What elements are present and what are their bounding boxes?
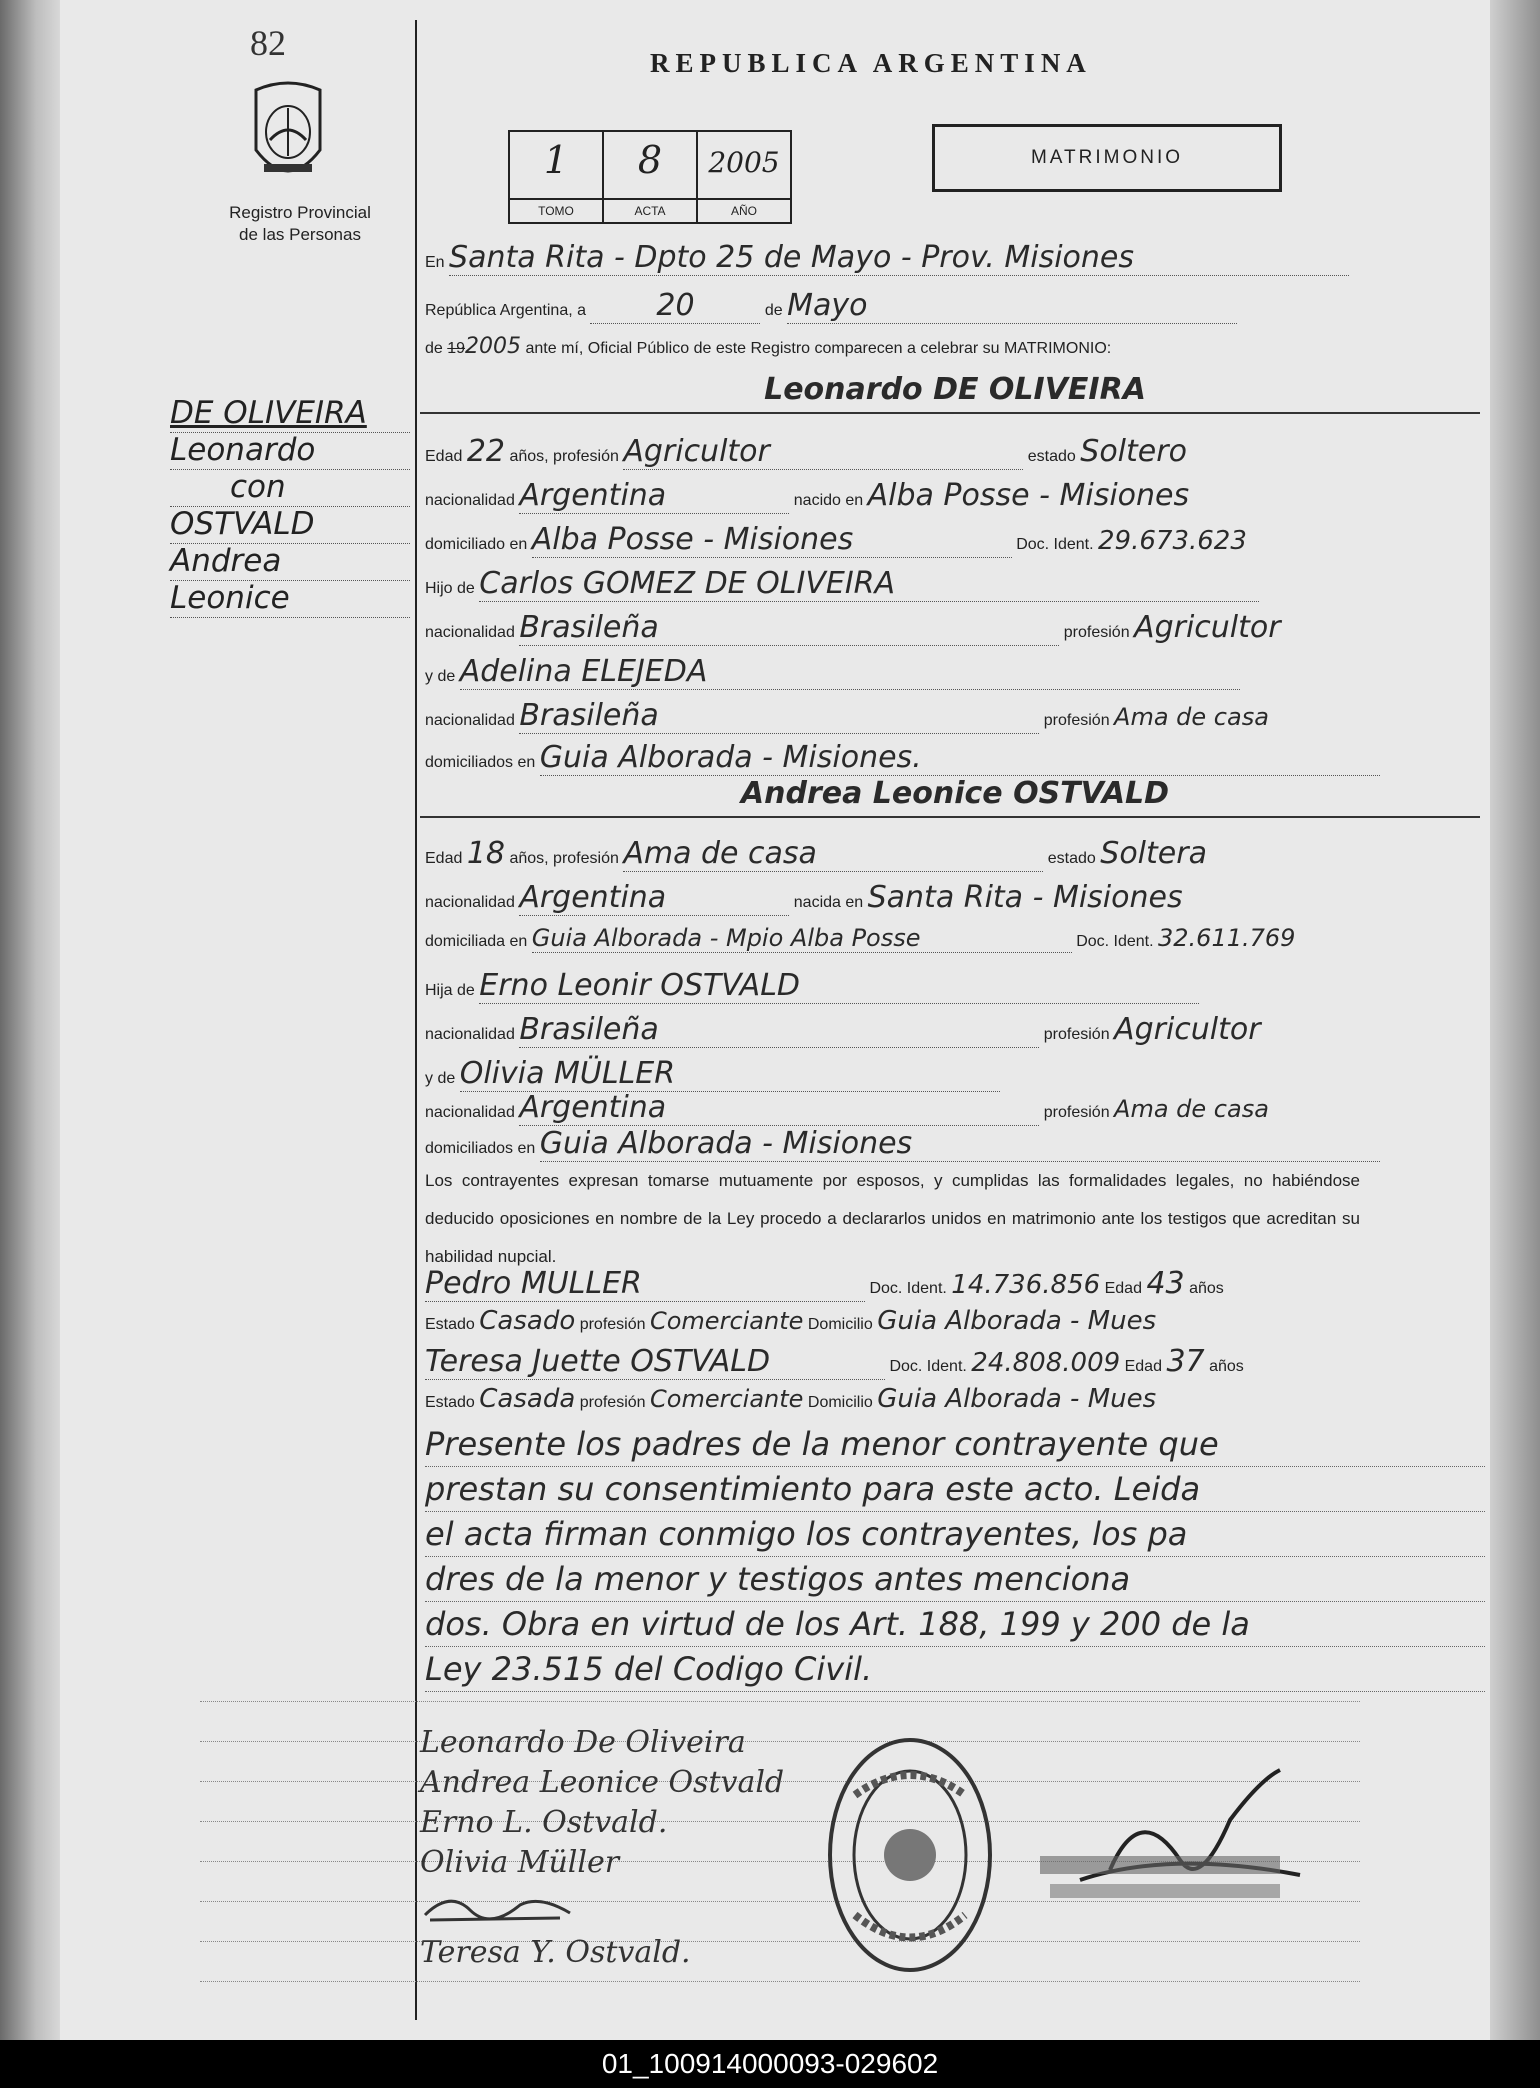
groom-father: Carlos GOMEZ DE OLIVEIRA xyxy=(479,566,1259,602)
bride-age: 18 xyxy=(466,836,506,871)
groom-father-profession: Agricultor xyxy=(1134,610,1281,645)
date-line xyxy=(425,288,1485,330)
folio-number: 82 xyxy=(250,23,286,63)
groom-status: Soltero xyxy=(1080,434,1187,469)
officer-signature-stamp-icon xyxy=(1020,1760,1320,1920)
groom-parents-dom-label: domiciliados en xyxy=(425,754,536,771)
bride-and-of-label: y de xyxy=(425,1070,456,1087)
witness-1-age-label: Edad xyxy=(1104,1280,1142,1297)
ruled-line xyxy=(200,1980,1360,1982)
year-label: AÑO xyxy=(698,198,790,222)
witness-2-line-2 xyxy=(425,1384,1485,1426)
groom-signature: Leonardo De Oliveira xyxy=(420,1725,746,1760)
groom-father-prof-label: profesión xyxy=(1063,624,1130,641)
witness-1-name: Pedro MULLER xyxy=(425,1266,865,1302)
witness-1-status: Casado xyxy=(479,1306,576,1336)
groom-nationality: Argentina xyxy=(519,478,789,514)
declaration-text: Los contrayentes expresan tomarse mutuamente por esposos, y cumplidas las formalidades legales, no habiéndose deducido oposiciones en nombre de la Ley procedo a declararlos unidos en matrimonio ante los testigos que acreditan su habilidad nupcial. xyxy=(425,1171,1360,1266)
witness-2-line-1 xyxy=(425,1344,1485,1386)
bride-doc: 32.611.769 xyxy=(1158,924,1296,952)
groom-mother-prof-label: profesión xyxy=(1043,712,1110,729)
witness-1-age: 43 xyxy=(1146,1266,1185,1301)
margin-given-name: Leonardo xyxy=(170,433,410,470)
book-binding xyxy=(0,0,60,2040)
witness-1-years-label: años xyxy=(1189,1280,1224,1297)
registry-line-1: Registro Provincial xyxy=(229,203,371,222)
margin-note xyxy=(170,396,410,618)
bride-mother-nat-label: nacionalidad xyxy=(425,1104,515,1121)
witness-2-status-label: Estado xyxy=(425,1394,475,1411)
acta-value: 8 xyxy=(637,138,663,182)
margin-spouse-surname: OSTVALD xyxy=(170,507,410,544)
witness-2-doc-label: Doc. Ident. xyxy=(889,1358,967,1375)
groom-mother-line xyxy=(425,654,1485,696)
witness-1-line-2 xyxy=(425,1306,1485,1348)
groom-birthplace: Alba Posse - Misiones xyxy=(867,478,1190,513)
tomo-value: 1 xyxy=(543,138,569,182)
bride-domicile: Guia Alborada - Mpio Alba Posse xyxy=(532,924,1072,953)
groom-separator xyxy=(420,412,1480,414)
bride-profession: Ama de casa xyxy=(623,836,1043,872)
en-label: En xyxy=(425,254,445,271)
record-reference-box xyxy=(508,130,792,224)
groom-profession-label: años, profesión xyxy=(509,448,619,465)
witness-1-domicile: Guia Alborada - Mues xyxy=(877,1306,1157,1336)
bride-separator xyxy=(420,816,1480,818)
margin-divider xyxy=(415,20,417,2020)
groom-mother-nat-label: nacionalidad xyxy=(425,712,515,729)
groom-mother: Adelina ELEJEDA xyxy=(460,654,1240,690)
bride-father: Erno Leonir OSTVALD xyxy=(479,968,1199,1004)
bride-age-label: Edad xyxy=(425,850,463,867)
groom-domicile: Alba Posse - Misiones xyxy=(532,522,1012,558)
witness-2-signature: Teresa Y. Ostvald. xyxy=(420,1935,691,1970)
ruled-line xyxy=(200,1700,1360,1702)
place-line xyxy=(425,240,1485,282)
bride-doc-label: Doc. Ident. xyxy=(1076,933,1154,950)
bride-status-label: estado xyxy=(1047,850,1096,867)
margin-spouse-name: Andrea xyxy=(170,544,410,581)
bride-father-nat-label: nacionalidad xyxy=(425,1026,515,1043)
witness-1-doc: 14.736.856 xyxy=(951,1270,1101,1300)
witness-2-years-label: años xyxy=(1209,1358,1244,1375)
registry-seal-icon xyxy=(825,1735,995,1975)
witness-2-dom-label: Domicilio xyxy=(807,1394,873,1411)
bride-father-profession: Agricultor xyxy=(1114,1012,1261,1047)
registry-name xyxy=(210,202,390,246)
bride-mother-prof-label: profesión xyxy=(1043,1104,1110,1121)
tomo-cell xyxy=(510,132,604,222)
witness-2-prof-label: profesión xyxy=(579,1394,646,1411)
groom-father-nat-label: nacionalidad xyxy=(425,624,515,641)
father-signature: Erno L. Ostvald. xyxy=(420,1805,668,1840)
page-edge xyxy=(1490,0,1540,2040)
groom-nationality-line xyxy=(425,478,1485,520)
place-value: Santa Rita - Dpto 25 de Mayo - Prov. Misiones xyxy=(449,240,1349,276)
groom-domicile-label: domiciliado en xyxy=(425,536,528,553)
bride-nationality-label: nacionalidad xyxy=(425,894,515,911)
remark-line: el acta firman conmigo los contrayentes, los pa xyxy=(425,1512,1485,1557)
year-handwritten: 2005 xyxy=(465,334,522,359)
scan-file-id: 01_100914000093-029602 xyxy=(601,2048,939,2079)
bride-mother-nationality: Argentina xyxy=(519,1090,1039,1126)
witness-1-status-label: Estado xyxy=(425,1316,475,1333)
groom-profession: Agricultor xyxy=(623,434,1023,470)
margin-conjunction: con xyxy=(170,470,410,507)
remark-line: Presente los padres de la menor contrayente que xyxy=(425,1422,1485,1467)
bride-signature: Andrea Leonice Ostvald xyxy=(420,1765,785,1800)
record-type-box: MATRIMONIO xyxy=(932,124,1282,192)
margin-surname: DE OLIVEIRA xyxy=(170,396,410,433)
year-cell xyxy=(698,132,790,222)
day-value: 20 xyxy=(590,288,760,324)
bride-born-label: nacida en xyxy=(793,894,864,911)
witness-1-doc-label: Doc. Ident. xyxy=(869,1280,947,1297)
witness-2-doc: 24.808.009 xyxy=(971,1348,1121,1378)
remarks-block xyxy=(425,1422,1485,1692)
tomo-label: TOMO xyxy=(510,198,602,222)
witness-scribble xyxy=(420,1885,784,1935)
bride-father-nat-line xyxy=(425,1012,1485,1054)
witness-1-profession: Comerciante xyxy=(649,1307,804,1335)
groom-status-label: estado xyxy=(1027,448,1076,465)
witness-2-age-label: Edad xyxy=(1124,1358,1162,1375)
groom-doc-label: Doc. Ident. xyxy=(1016,536,1094,553)
bride-daughter-of-label: Hija de xyxy=(425,982,475,999)
bride-name: Andrea Leonice OSTVALD xyxy=(740,776,1170,811)
groom-born-label: nacido en xyxy=(793,492,864,509)
groom-parents-domicile: Guia Alborada - Misiones. xyxy=(540,740,1380,776)
bride-father-prof-label: profesión xyxy=(1043,1026,1110,1043)
groom-age-label: Edad xyxy=(425,448,463,465)
acta-cell xyxy=(604,132,698,222)
witness-2-domicile: Guia Alborada - Mues xyxy=(877,1384,1157,1414)
bride-father-nationality: Brasileña xyxy=(519,1012,1039,1048)
groom-mother-profession: Ama de casa xyxy=(1114,703,1269,731)
witness-2-status: Casada xyxy=(479,1384,576,1414)
groom-mother-nat-line xyxy=(425,698,1485,740)
remark-line: dres de la menor y testigos antes menciona xyxy=(425,1557,1485,1602)
groom-and-of-label: y de xyxy=(425,668,456,685)
bride-domicile-line xyxy=(425,924,1485,966)
registry-line-2: de las Personas xyxy=(239,225,361,244)
signatures xyxy=(420,1725,784,1975)
remark-line: Ley 23.515 del Codigo Civil. xyxy=(425,1647,1485,1692)
groom-nationality-label: nacionalidad xyxy=(425,492,515,509)
witness-2-name: Teresa Juette OSTVALD xyxy=(425,1344,885,1380)
bride-profession-label: años, profesión xyxy=(509,850,619,867)
republic-label: República Argentina, a xyxy=(425,302,586,319)
groom-age-line xyxy=(425,434,1485,476)
groom-name-line xyxy=(425,372,1485,414)
bride-name-line xyxy=(425,776,1485,818)
groom-father-line xyxy=(425,566,1485,608)
bride-birthplace: Santa Rita - Misiones xyxy=(867,880,1183,915)
bride-domicile-label: domiciliada en xyxy=(425,933,528,950)
groom-age: 22 xyxy=(466,434,506,469)
bride-nationality-line xyxy=(425,880,1485,922)
groom-father-nat-line xyxy=(425,610,1485,652)
groom-name: Leonardo DE OLIVEIRA xyxy=(764,372,1146,407)
bride-mother-profession: Ama de casa xyxy=(1114,1095,1269,1123)
witness-2-profession: Comerciante xyxy=(650,1385,804,1413)
groom-mother-nationality: Brasileña xyxy=(519,698,1039,734)
province-emblem-icon xyxy=(250,80,326,186)
country-heading: REPUBLICA ARGENTINA xyxy=(650,48,1092,78)
witness-1-prof-label: profesión xyxy=(579,1316,646,1333)
groom-father-nationality: Brasileña xyxy=(519,610,1059,646)
remark-line: prestan su consentimiento para este acto. Leida xyxy=(425,1467,1485,1512)
groom-son-of-label: Hijo de xyxy=(425,580,475,597)
bride-age-line xyxy=(425,836,1485,878)
year-line xyxy=(425,334,1485,376)
witness-1-dom-label: Domicilio xyxy=(807,1316,873,1333)
acta-label: ACTA xyxy=(604,198,696,222)
de-label: de xyxy=(764,302,783,319)
witness-1-line-1 xyxy=(425,1266,1485,1308)
bride-parents-dom-label: domiciliados en xyxy=(425,1140,536,1157)
month-value: Mayo xyxy=(787,288,1237,324)
groom-doc: 29.673.623 xyxy=(1098,526,1247,556)
bride-status: Soltera xyxy=(1100,836,1207,871)
bride-father-line xyxy=(425,968,1485,1010)
bride-mother: Olivia MÜLLER xyxy=(460,1056,1000,1092)
appearance-text: ante mí, Oficial Público de este Registro comparecen a celebrar su MATRIMONIO: xyxy=(525,340,1112,357)
witness-2-age: 37 xyxy=(1166,1344,1205,1379)
bride-parents-domicile: Guia Alborada - Misiones xyxy=(540,1126,1380,1162)
groom-domicile-line xyxy=(425,522,1485,564)
margin-spouse-name-2: Leonice xyxy=(170,581,410,618)
scribble-icon xyxy=(420,1885,580,1925)
remark-line: dos. Obra en virtud de los Art. 188, 199 y 200 de la xyxy=(425,1602,1485,1647)
year-value: 2005 xyxy=(708,146,780,179)
struck-century: 19 xyxy=(447,340,466,357)
bride-nationality: Argentina xyxy=(519,880,789,916)
mother-signature: Olivia Müller xyxy=(420,1845,620,1880)
year-de-label: de xyxy=(425,340,443,357)
